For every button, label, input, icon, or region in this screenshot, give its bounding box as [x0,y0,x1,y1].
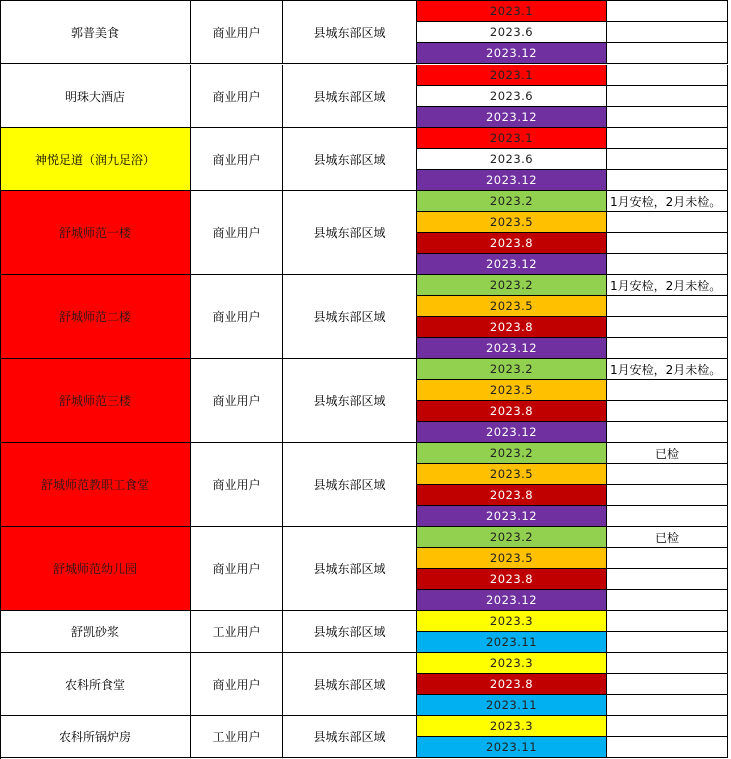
inspection-note-cell[interactable] [607,548,728,569]
area-cell[interactable]: 县城东部区域 [283,611,417,653]
user-type-cell[interactable]: 商业用户 [191,275,283,359]
user-type-cell[interactable]: 工业用户 [191,716,283,758]
inspection-date-cell[interactable]: 2023.6 [417,86,607,107]
inspection-date-cell[interactable]: 2023.12 [417,422,607,443]
area-cell[interactable]: 县城东部区域 [283,191,417,275]
inspection-note-cell[interactable] [607,632,728,653]
customer-name-cell[interactable]: 郭普美食 [0,1,191,64]
inspection-note-cell[interactable] [607,611,728,632]
inspection-date-cell[interactable]: 2023.2 [417,275,607,296]
inspection-note-cell[interactable] [607,212,728,233]
grid-top-border [0,0,728,1]
customer-name-cell[interactable]: 农科所锅炉房 [0,716,191,758]
inspection-note-cell[interactable] [607,43,728,64]
inspection-note-cell[interactable] [607,65,728,86]
inspection-date-cell[interactable]: 2023.1 [417,128,607,149]
inspection-note-cell[interactable] [607,254,728,275]
inspection-note-cell[interactable] [607,464,728,485]
inspection-note-cell[interactable] [607,401,728,422]
user-type-cell[interactable]: 商业用户 [191,1,283,64]
inspection-date-cell[interactable]: 2023.8 [417,569,607,590]
user-type-cell[interactable]: 商业用户 [191,359,283,443]
customer-name-cell[interactable]: 舒城师范教职工食堂 [0,443,191,527]
user-type-cell[interactable]: 商业用户 [191,191,283,275]
inspection-date-cell[interactable]: 2023.12 [417,107,607,128]
inspection-date-cell[interactable]: 2023.1 [417,1,607,22]
inspection-date-cell[interactable]: 2023.5 [417,380,607,401]
inspection-note-cell[interactable] [607,653,728,674]
inspection-date-cell[interactable]: 2023.5 [417,212,607,233]
inspection-date-cell[interactable]: 2023.3 [417,716,607,737]
inspection-note-cell[interactable]: 1月安检，2月未检。 [607,275,728,296]
area-cell[interactable]: 县城东部区域 [283,275,417,359]
inspection-note-cell[interactable]: 已检 [607,443,728,464]
area-cell[interactable]: 县城东部区域 [283,716,417,758]
inspection-note-cell[interactable] [607,338,728,359]
area-cell[interactable]: 县城东部区域 [283,1,417,64]
area-cell[interactable]: 县城东部区域 [283,653,417,716]
inspection-note-cell[interactable] [607,590,728,611]
inspection-note-cell[interactable] [607,107,728,128]
customer-name-cell[interactable]: 农科所食堂 [0,653,191,716]
inspection-note-cell[interactable] [607,233,728,254]
customer-name-cell[interactable]: 舒城师范二楼 [0,275,191,359]
inspection-note-cell[interactable] [607,86,728,107]
inspection-date-cell[interactable]: 2023.1 [417,65,607,86]
inspection-note-cell[interactable]: 1月安检，2月未检。 [607,191,728,212]
inspection-date-cell[interactable]: 2023.8 [417,485,607,506]
inspection-note-cell[interactable] [607,317,728,338]
inspection-note-cell[interactable] [607,1,728,22]
inspection-date-cell[interactable]: 2023.2 [417,191,607,212]
inspection-date-cell[interactable]: 2023.11 [417,632,607,653]
inspection-date-cell[interactable]: 2023.3 [417,611,607,632]
customer-name-cell[interactable]: 舒城师范一楼 [0,191,191,275]
inspection-date-cell[interactable]: 2023.8 [417,401,607,422]
inspection-date-cell[interactable]: 2023.5 [417,548,607,569]
inspection-date-cell[interactable]: 2023.12 [417,170,607,191]
customer-name-cell[interactable]: 舒凯砂浆 [0,611,191,653]
inspection-date-cell[interactable]: 2023.8 [417,233,607,254]
inspection-date-cell[interactable]: 2023.6 [417,149,607,170]
area-cell[interactable]: 县城东部区域 [283,128,417,191]
inspection-note-cell[interactable] [607,296,728,317]
inspection-note-cell[interactable] [607,22,728,43]
inspection-note-cell[interactable] [607,128,728,149]
inspection-note-cell[interactable] [607,485,728,506]
inspection-date-cell[interactable]: 2023.6 [417,22,607,43]
inspection-note-cell[interactable] [607,737,728,758]
customer-name-cell[interactable]: 舒城师范三楼 [0,359,191,443]
inspection-date-cell[interactable]: 2023.2 [417,527,607,548]
inspection-date-cell[interactable]: 2023.12 [417,590,607,611]
inspection-date-cell[interactable]: 2023.12 [417,338,607,359]
inspection-date-cell[interactable]: 2023.3 [417,653,607,674]
inspection-note-cell[interactable] [607,149,728,170]
user-type-cell[interactable]: 商业用户 [191,128,283,191]
inspection-date-cell[interactable]: 2023.2 [417,443,607,464]
inspection-date-cell[interactable]: 2023.5 [417,296,607,317]
inspection-note-cell[interactable]: 已检 [607,527,728,548]
inspection-date-cell[interactable]: 2023.12 [417,43,607,64]
inspection-date-cell[interactable]: 2023.8 [417,674,607,695]
inspection-date-cell[interactable]: 2023.12 [417,506,607,527]
inspection-date-cell[interactable]: 2023.11 [417,695,607,716]
inspection-date-cell[interactable]: 2023.12 [417,254,607,275]
inspection-note-cell[interactable] [607,506,728,527]
inspection-note-cell[interactable] [607,170,728,191]
inspection-note-cell[interactable] [607,380,728,401]
user-type-cell[interactable]: 商业用户 [191,527,283,611]
inspection-date-cell[interactable]: 2023.8 [417,317,607,338]
area-cell[interactable]: 县城东部区域 [283,65,417,128]
area-cell[interactable]: 县城东部区域 [283,443,417,527]
inspection-note-cell[interactable] [607,674,728,695]
customer-name-cell[interactable]: 神悦足道（润九足浴） [0,128,191,191]
grid-left-border [0,0,1,759]
inspection-note-cell[interactable] [607,716,728,737]
area-cell[interactable]: 县城东部区域 [283,359,417,443]
inspection-note-cell[interactable]: 1月安检，2月未检。 [607,359,728,380]
inspection-date-cell[interactable]: 2023.2 [417,359,607,380]
inspection-note-cell[interactable] [607,695,728,716]
inspection-date-cell[interactable]: 2023.5 [417,464,607,485]
user-type-cell[interactable]: 商业用户 [191,653,283,716]
customer-name-cell[interactable]: 舒城师范幼儿园 [0,527,191,611]
area-cell[interactable]: 县城东部区域 [283,527,417,611]
user-type-cell[interactable]: 商业用户 [191,65,283,128]
user-type-cell[interactable]: 工业用户 [191,611,283,653]
inspection-note-cell[interactable] [607,422,728,443]
inspection-date-cell[interactable]: 2023.11 [417,737,607,758]
inspection-note-cell[interactable] [607,569,728,590]
user-type-cell[interactable]: 商业用户 [191,443,283,527]
customer-name-cell[interactable]: 明珠大酒店 [0,65,191,128]
